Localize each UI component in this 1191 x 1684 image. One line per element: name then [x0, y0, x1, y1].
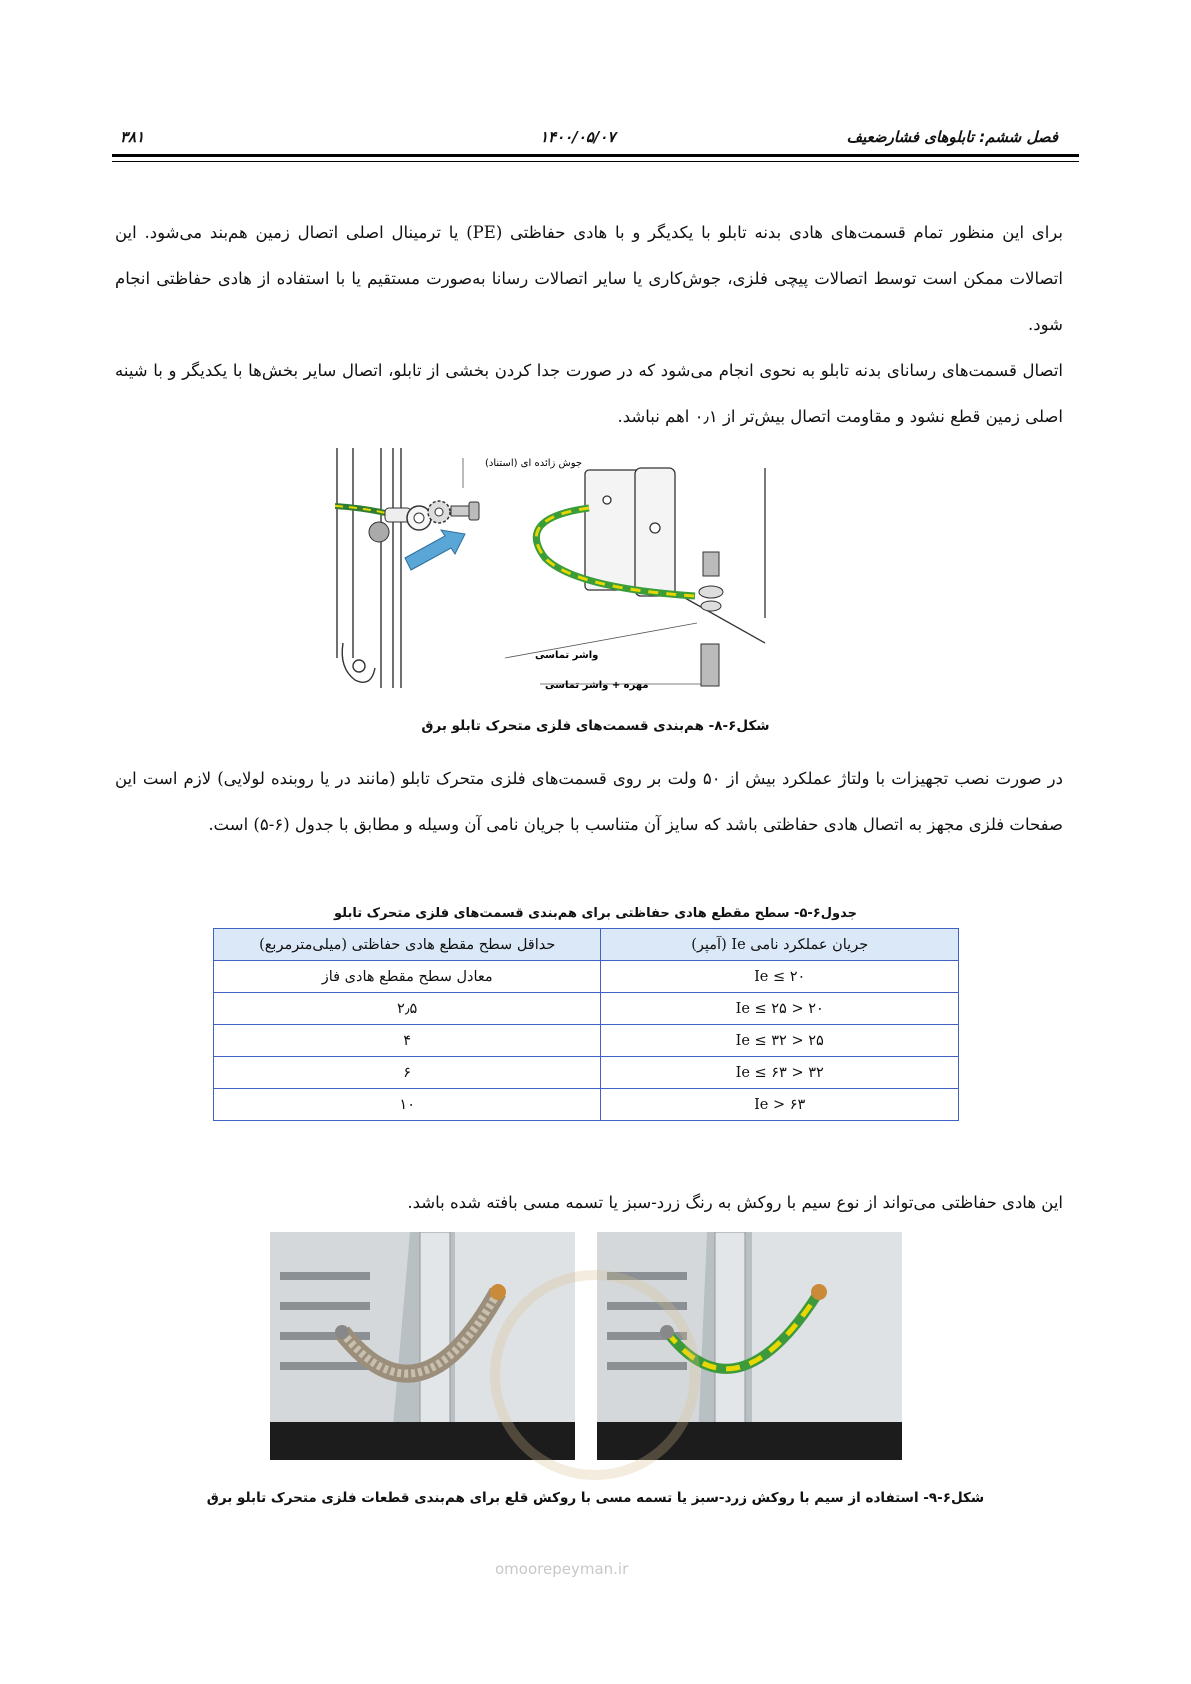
cell-section: ۱۰: [214, 1089, 601, 1121]
figure-9-caption: شکل۶-۹- استفاده از سیم با روکش زرد-سبز یا تسمه مسی با روکش قلع برای هم‌بندی قطعات فلزی متحرک تابلو برق: [206, 1490, 985, 1506]
watermark-text: omoorepeyman.ir: [495, 1560, 629, 1578]
figure-bonding-diagram: [335, 448, 835, 706]
table-header-section: حداقل سطح مقطع هادی حفاظتی (میلی‌مترمربع): [214, 929, 601, 961]
header-rule-thin: [112, 161, 1079, 162]
cell-section: ۶: [214, 1057, 601, 1089]
cell-section: ۲٫۵: [214, 993, 601, 1025]
table-row: [214, 1025, 959, 1057]
intro-text: [115, 210, 1063, 440]
watermark-seal: [490, 1270, 700, 1480]
cell-current: ۲۰ < Ie ≤ ۲۵: [601, 993, 959, 1025]
hinge-washer-stack: [699, 552, 723, 686]
conductor-size-table: [213, 928, 959, 1121]
table-row: [214, 1089, 959, 1121]
cell-current: ۲۵ < Ie ≤ ۳۲: [601, 1025, 959, 1057]
serrated-washer: [428, 501, 450, 523]
cell-section: معادل سطح مقطع هادی فاز: [214, 961, 601, 993]
figure-8-caption: شکل۶-۸- هم‌بندی قسمت‌های فلزی متحرک تابلو برق: [421, 718, 770, 734]
table-row: [214, 1057, 959, 1089]
nut-label: مهره + واشر تماسی: [545, 680, 649, 691]
table-header-row: [214, 929, 959, 961]
page-number: ۳۸۱: [120, 128, 145, 146]
paragraph-3: در صورت نصب تجهیزات با ولتاژ عملکرد بیش از ۵۰ ولت بر روی قسمت‌های فلزی متحرک تابلو (مانند در یا روبنده لولایی) لازم است این صفحات فلزی مجهز به اتصال هادی حفاظتی باشد که سایز آن متناسب با جریان نامی آن وسیله و مطابق با جدول (۶-۵) است.: [115, 769, 1063, 834]
cell-current: ۶۳ < Ie: [601, 1089, 959, 1121]
chapter-title: فصل ششم: تابلوهای فشارضعیف: [846, 128, 1058, 146]
ring-terminal: [385, 506, 431, 530]
cell-current: ۳۲ < Ie ≤ ۶۳: [601, 1057, 959, 1089]
paragraph-4: این هادی حفاظتی می‌تواند از نوع سیم با روکش به رنگ زرد-سبز یا تسمه مسی بافته شده باشد.: [407, 1193, 1063, 1212]
table-row: [214, 961, 959, 993]
bolt: [451, 502, 479, 520]
table-title: جدول۶-۵- سطح مقطع هادی حفاظتی برای هم‌بندی قسمت‌های فلزی متحرک تابلو: [334, 906, 857, 921]
washer-label: واشر تماسی: [535, 650, 599, 661]
table-header-current: جریان عملکرد نامی Ie (آمپر): [601, 929, 959, 961]
door-frame-drawing: [337, 448, 401, 688]
header-rule-thick: [112, 154, 1079, 157]
cell-section: ۴: [214, 1025, 601, 1057]
hinge-drawing: [585, 468, 765, 643]
weld-label: جوش زائده ای (استناد): [485, 458, 583, 469]
paragraph-2: اتصال قسمت‌های رسانای بدنه تابلو به نحوی انجام می‌شود که در صورت جدا کردن بخشی از تابلو، اتصال سایر بخش‌ها با یکدیگر و با شینه اصلی زمین قطع نشود و مقاومت اتصال بیش‌تر از ۰٫۱ اهم نباشد.: [115, 361, 1063, 426]
header-date: ۱۴۰۰/۰۵/۰۷: [540, 128, 616, 146]
table-row: [214, 993, 959, 1025]
paragraph-1: برای این منظور تمام قسمت‌های هادی بدنه تابلو با یکدیگر و با هادی حفاظتی (PE) یا ترمینال اصلی اتصال زمین هم‌بند می‌شود. این اتصالات ممکن است توسط اتصالات پیچی فلزی، جوش‌کاری یا سایر اتصالات رسانا به‌صورت مستقیم یا با استفاده از هادی حفاظتی انجام شود.: [115, 223, 1063, 334]
cell-current: Ie ≤ ۲۰: [601, 961, 959, 993]
assembly-arrow-icon: [405, 530, 465, 570]
weld-stud: [369, 522, 389, 542]
